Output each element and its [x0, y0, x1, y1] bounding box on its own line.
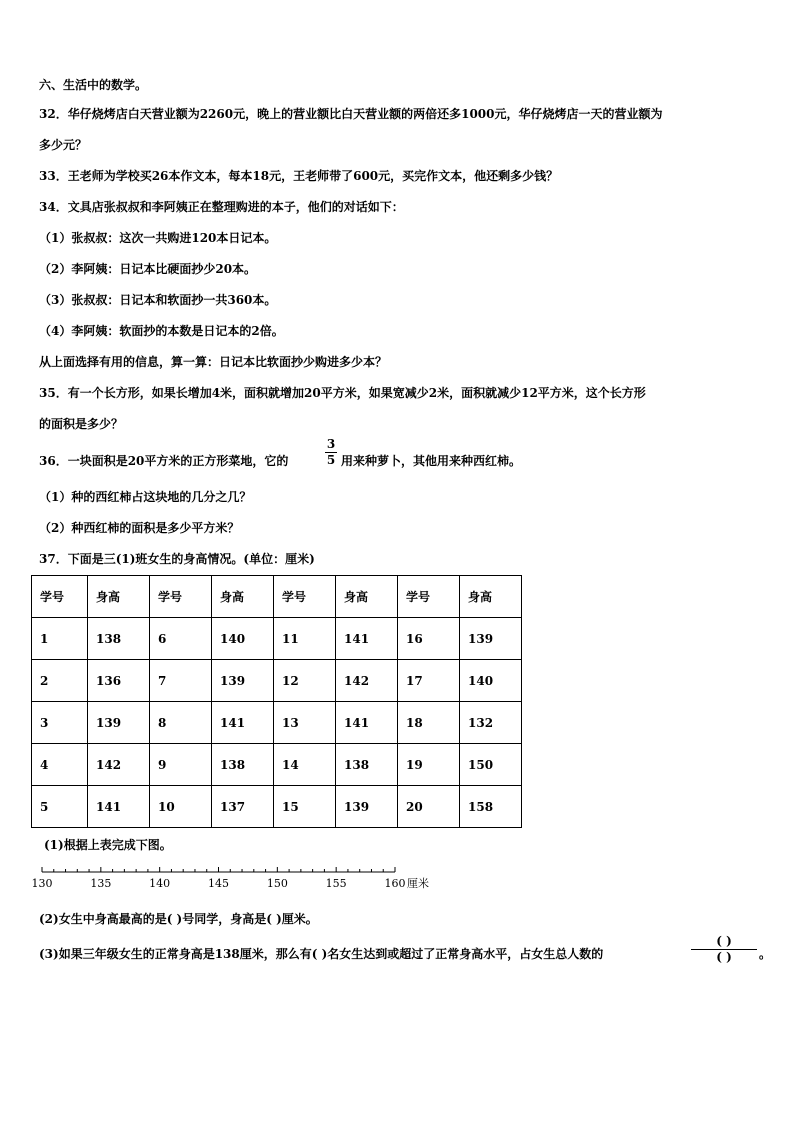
number-line-unit: 厘米 — [407, 877, 429, 890]
table-cell: 138 — [336, 744, 398, 786]
question-32-line2: 多少元？ — [39, 138, 88, 152]
table-cell: 18 — [398, 702, 460, 744]
table-row — [32, 744, 522, 786]
table-cell: 7 — [150, 660, 212, 702]
table-cell: 5 — [32, 786, 88, 828]
table-row — [32, 660, 522, 702]
table-cell: 3 — [32, 702, 88, 744]
table-cell: 8 — [150, 702, 212, 744]
question-33: 33．王老师为学校买26本作文本，每本18元，王老师带了600元，买完作文本，他还剩多少钱？ — [39, 169, 559, 183]
question-32-line1: 32．华仔烧烤店白天营业额为2260元，晚上的营业额比白天营业额的两倍还多1000元，华仔烧烤店一天的营业额为 — [39, 107, 663, 121]
table-cell: 132 — [460, 702, 522, 744]
section-heading: 六、生活中的数学。 — [39, 78, 148, 92]
table-cell: 15 — [274, 786, 336, 828]
table-cell: 141 — [88, 786, 150, 828]
table-cell: 140 — [212, 618, 274, 660]
table-cell: 10 — [150, 786, 212, 828]
question-37-sub-3: (3)如果三年级女生的正常身高是138厘米，那么有( )名女生达到或超过了正常身高水平，占女生总人数的 — [39, 947, 604, 961]
table-cell: 13 — [274, 702, 336, 744]
number-line-label: 150 — [266, 877, 288, 890]
table-cell: 136 — [88, 660, 150, 702]
number-line-label: 140 — [149, 877, 171, 890]
number-line-label: 135 — [90, 877, 112, 890]
table-cell: 139 — [460, 618, 522, 660]
number-line-label: 145 — [208, 877, 229, 890]
table-cell: 137 — [212, 786, 274, 828]
number-line-label: 160 — [384, 877, 406, 890]
table-header-cell: 学号 — [32, 576, 88, 618]
height-number-line — [30, 860, 450, 894]
table-cell: 139 — [336, 786, 398, 828]
table-cell: 6 — [150, 618, 212, 660]
height-table — [31, 575, 522, 828]
table-header-cell: 学号 — [150, 576, 212, 618]
table-cell: 141 — [336, 618, 398, 660]
table-cell: 141 — [212, 702, 274, 744]
table-cell: 2 — [32, 660, 88, 702]
table-cell: 17 — [398, 660, 460, 702]
table-row — [32, 702, 522, 744]
question-37-fraction — [691, 935, 757, 964]
table-cell: 12 — [274, 660, 336, 702]
question-36-fraction — [325, 438, 337, 467]
question-36-text-after: 用来种萝卜，其他用来种西红柿。 — [341, 454, 522, 468]
table-header-cell: 学号 — [398, 576, 460, 618]
question-37-end-mark: 。 — [759, 947, 772, 961]
question-36-sub-1: （1）种的西红柿占这块地的几分之几？ — [39, 490, 252, 504]
table-row — [32, 618, 522, 660]
question-34-item-4: （4）李阿姨：软面抄的本数是日记本的2倍。 — [39, 324, 284, 338]
table-cell: 16 — [398, 618, 460, 660]
table-cell: 138 — [88, 618, 150, 660]
table-header-cell: 身高 — [460, 576, 522, 618]
question-35-line1: 35．有一个长方形，如果长增加4米，面积就增加20平方米，如果宽减少2米，面积就减少12平方米，这个长方形 — [39, 386, 646, 400]
table-cell: 14 — [274, 744, 336, 786]
fraction-numerator: ( ) — [716, 934, 732, 948]
table-cell: 20 — [398, 786, 460, 828]
table-cell: 142 — [88, 744, 150, 786]
table-cell: 158 — [460, 786, 522, 828]
table-header-cell: 身高 — [336, 576, 398, 618]
fraction-denominator: 5 — [326, 453, 336, 467]
question-37-sub-2: (2)女生中身高最高的是( )号同学，身高是( )厘米。 — [39, 912, 318, 926]
table-header-cell: 身高 — [212, 576, 274, 618]
table-cell: 150 — [460, 744, 522, 786]
table-cell: 140 — [460, 660, 522, 702]
table-cell: 1 — [32, 618, 88, 660]
table-cell: 139 — [88, 702, 150, 744]
table-cell: 11 — [274, 618, 336, 660]
question-35-line2: 的面积是多少？ — [39, 417, 124, 431]
question-34-question: 从上面选择有用的信息，算一算：日记本比软面抄少购进多少本？ — [39, 355, 388, 369]
table-row — [32, 786, 522, 828]
question-36-sub-2: （2）种西红柿的面积是多少平方米？ — [39, 521, 240, 535]
table-cell: 19 — [398, 744, 460, 786]
table-cell: 139 — [212, 660, 274, 702]
question-34-item-1: （1）张叔叔：这次一共购进120本日记本。 — [39, 231, 277, 245]
question-34-intro: 34．文具店张叔叔和李阿姨正在整理购进的本子，他们的对话如下： — [39, 200, 404, 214]
table-cell: 9 — [150, 744, 212, 786]
question-36-text-before: 36．一块面积是20平方米的正方形菜地，它的 — [39, 454, 289, 468]
table-cell: 4 — [32, 744, 88, 786]
table-header-row — [32, 576, 522, 618]
question-34-item-3: （3）张叔叔：日记本和软面抄一共360本。 — [39, 293, 277, 307]
number-line-label: 155 — [325, 877, 347, 890]
table-cell: 142 — [336, 660, 398, 702]
question-34-item-2: （2）李阿姨：日记本比硬面抄少20本。 — [39, 262, 257, 276]
fraction-numerator: 3 — [326, 437, 336, 451]
table-cell: 138 — [212, 744, 274, 786]
table-cell: 141 — [336, 702, 398, 744]
question-37-sub-1: (1)根据上表完成下图。 — [44, 838, 172, 852]
number-line-label: 130 — [31, 877, 53, 890]
question-37-intro: 37．下面是三(1)班女生的身高情况。(单位：厘米) — [39, 552, 315, 566]
fraction-denominator: ( ) — [716, 950, 732, 964]
table-header-cell: 身高 — [88, 576, 150, 618]
table-header-cell: 学号 — [274, 576, 336, 618]
